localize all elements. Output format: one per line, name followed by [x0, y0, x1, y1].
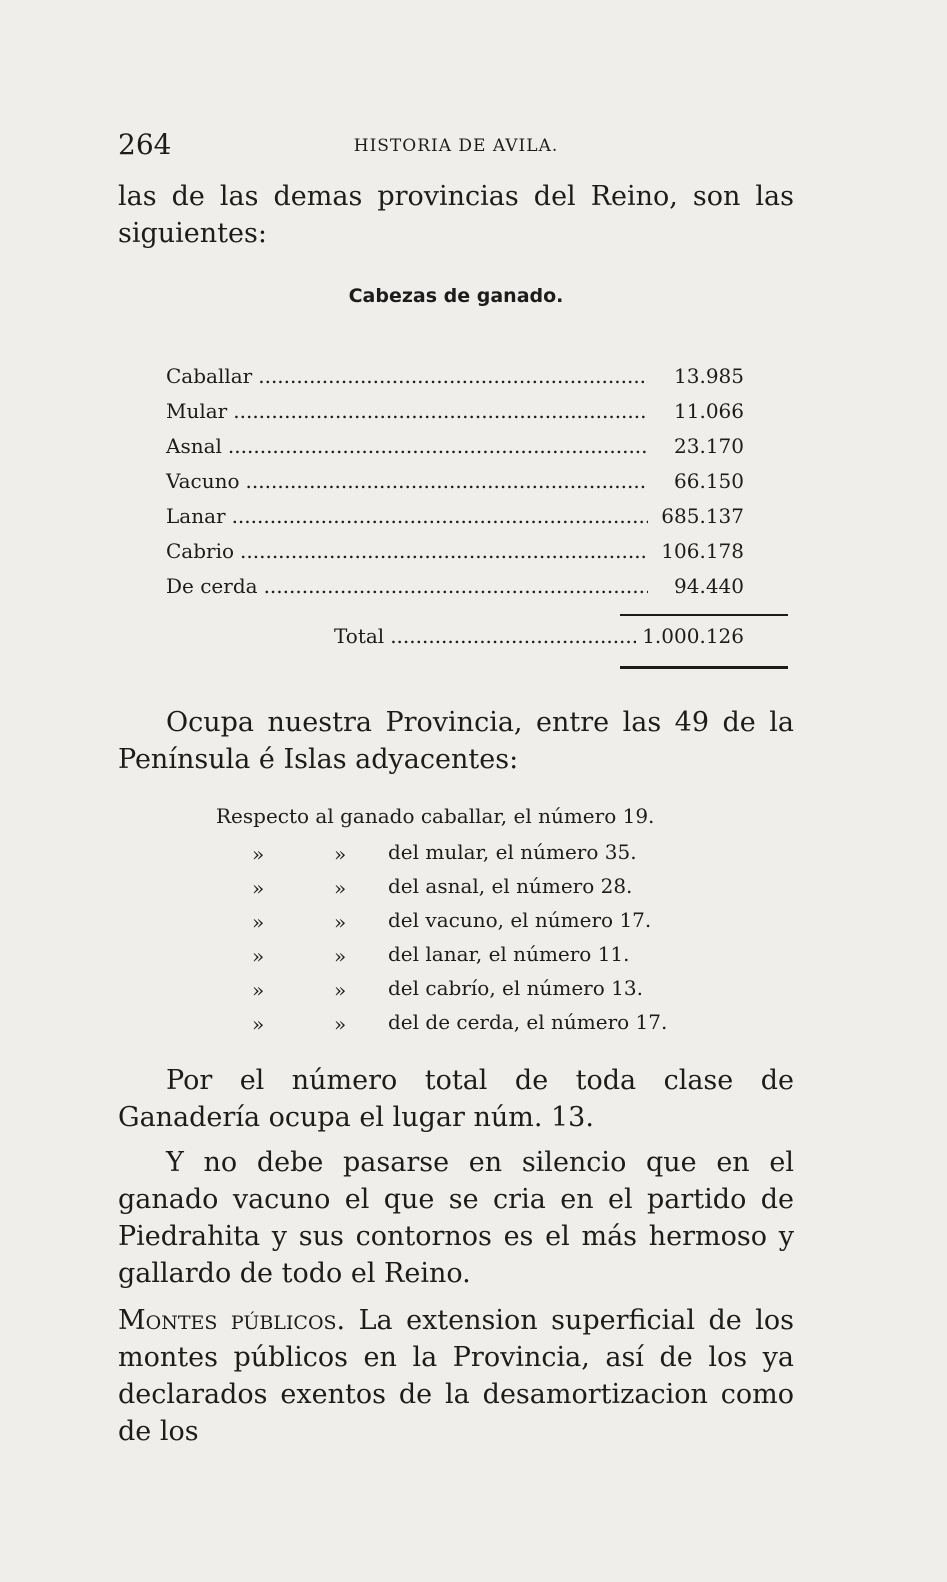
vacuno-paragraph: Y no debe pasarse en silencio que en el ganado vacuno el que se cria en el partido de Piedrahita y sus contornos es el más hermoso y gallardo de todo el Reino. — [118, 1147, 794, 1289]
ditto-mark: » — [252, 842, 265, 866]
row-value: 11.066 — [674, 399, 744, 423]
table-row — [166, 399, 744, 429]
page-header — [118, 128, 794, 168]
table-row — [166, 574, 744, 604]
ranking-line: del de cerda, el número 17. — [388, 1010, 668, 1034]
ranking-line: del asnal, el número 28. — [388, 874, 633, 898]
sum-rule — [620, 614, 788, 616]
running-title: HISTORIA DE AVILA. — [353, 136, 559, 156]
ditto-mark: » — [334, 944, 347, 968]
leader-dots — [390, 624, 636, 648]
table-row — [166, 539, 744, 569]
leader-dots — [240, 539, 648, 563]
ditto-mark: » — [252, 876, 265, 900]
ditto-mark: » — [334, 1012, 347, 1036]
table-row — [166, 364, 744, 394]
leader-dots — [228, 434, 648, 458]
ditto-mark: » — [252, 944, 265, 968]
row-label: Lanar — [166, 504, 226, 528]
ranking-line: del cabrío, el número 13. — [388, 976, 643, 1000]
leader-dots — [264, 574, 648, 598]
ditto-mark: » — [252, 978, 265, 1002]
ranking-line: del mular, el número 35. — [388, 840, 637, 864]
row-value: 13.985 — [674, 364, 744, 388]
row-value: 106.178 — [661, 539, 744, 563]
page-number: 264 — [118, 128, 172, 161]
ditto-mark: » — [334, 842, 347, 866]
ranking-intro: Ocupa nuestra Provincia, entre las 49 de la Península é Islas adyacentes: — [118, 707, 794, 775]
ranking-line: del lanar, el número 11. — [388, 942, 630, 966]
row-value: 23.170 — [674, 434, 744, 458]
table-row — [166, 469, 744, 499]
row-label: Mular — [166, 399, 228, 423]
table-title: Cabezas de ganado. — [348, 285, 564, 307]
leader-dots — [232, 504, 648, 528]
ditto-mark: » — [334, 978, 347, 1002]
ranking-line: del vacuno, el número 17. — [388, 908, 652, 932]
table-row — [166, 504, 744, 534]
leader-dots — [246, 469, 648, 493]
total-value: 1.000.126 — [642, 624, 744, 648]
section-text: La extension superficial de los montes públicos en la Provincia, así de los ya declarados exentos de la desamortizacion como de los — [118, 1305, 794, 1447]
ditto-mark: » — [334, 910, 347, 934]
montes-paragraph — [118, 1302, 794, 1450]
ditto-mark: » — [252, 1012, 265, 1036]
table-row — [166, 434, 744, 464]
total-paragraph: Por el número total de toda clase de Ganadería ocupa el lugar núm. 13. — [118, 1065, 794, 1133]
total-label: Total — [334, 624, 385, 648]
row-value: 66.150 — [674, 469, 744, 493]
ditto-mark: » — [334, 876, 347, 900]
row-label: Vacuno — [166, 469, 240, 493]
row-value: 94.440 — [674, 574, 744, 598]
row-label: De cerda — [166, 574, 258, 598]
row-label: Caballar — [166, 364, 253, 388]
ranking-first-line: Respecto al ganado caballar, el número 19. — [216, 804, 655, 828]
total-rule — [620, 666, 788, 669]
row-value: 685.137 — [661, 504, 744, 528]
intro-paragraph: las de las demas provincias del Reino, son las siguientes: — [118, 181, 794, 249]
row-label: Cabrio — [166, 539, 235, 563]
section-lead: Montes públicos. — [118, 1305, 346, 1336]
total-row — [334, 624, 744, 654]
row-label: Asnal — [166, 434, 222, 458]
leader-dots — [233, 399, 648, 423]
ditto-mark: » — [252, 910, 265, 934]
leader-dots — [258, 364, 648, 388]
